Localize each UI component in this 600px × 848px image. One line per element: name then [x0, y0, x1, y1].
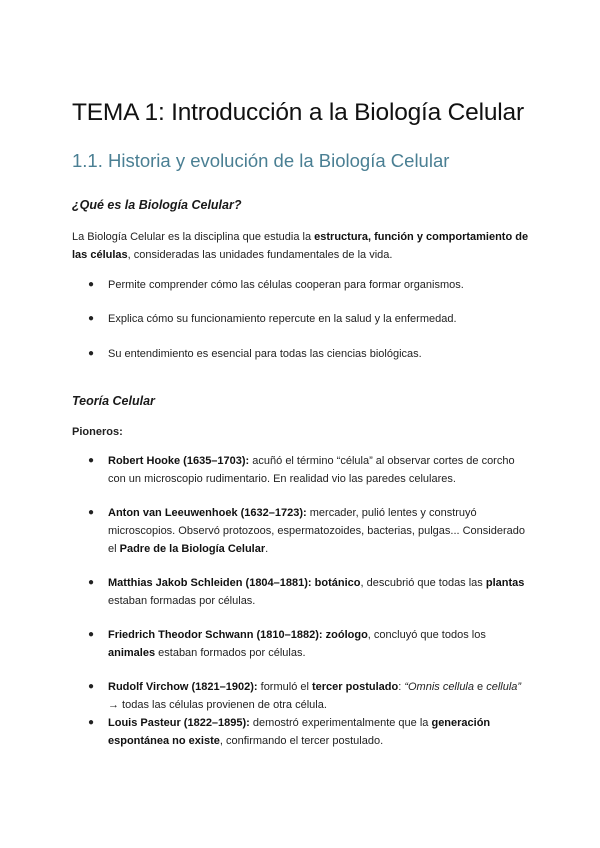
pioneer-name: Louis Pasteur (1822–1895):: [108, 717, 250, 729]
list-item: [72, 345, 532, 363]
section-heading: 1.1. Historia y evolución de la Biología Celular: [72, 150, 450, 171]
pioneer-name: Rudolf Virchow (1821–1902):: [108, 681, 258, 693]
document-page: [72, 96, 532, 750]
pioneer-pasteur: [72, 714, 532, 750]
pioneer-leeuwenhoek: [72, 504, 532, 558]
pioneer-name: Matthias Jakob Schleiden (1804–1881):: [108, 577, 312, 589]
bullet-icon: ●: [88, 348, 95, 359]
list-item: [72, 310, 532, 328]
pioneer-text: estaban formados por células.: [155, 647, 306, 659]
pioneer-bold: botánico: [314, 577, 361, 589]
pioneer-text: → todas las células provienen de otra célula.: [108, 699, 327, 711]
list-item-text: Su entendimiento es esencial para todas las ciencias biológicas.: [108, 348, 422, 360]
pioneer-text: , concluyó que todos los: [367, 629, 486, 641]
pioneer-italic: “Omnis cellula: [404, 681, 474, 693]
pioneer-bold: generación espontánea no existe: [108, 717, 491, 747]
pioneer-text: formuló el: [257, 681, 312, 693]
bullet-icon: ●: [88, 717, 95, 728]
pioneer-text: mercader, pulió lentes y construyó microscopios. Observó protozoos, espermatozoides, bacterias, pulgas... Considerado el: [108, 507, 525, 555]
pioneer-virchow: [72, 678, 532, 714]
pioneer-text: e: [474, 681, 487, 693]
bullet-icon: ●: [88, 279, 95, 290]
pioneer-text: demostró experimentalmente que la: [249, 717, 432, 729]
intro-paragraph: [72, 228, 532, 264]
pioneer-bold: tercer postulado: [312, 681, 399, 693]
pioneer-italic: cellula”: [486, 681, 522, 693]
pioneer-text: :: [398, 681, 405, 693]
page-title: TEMA 1: Introducción a la Biología Celular: [72, 99, 524, 126]
teoria-heading: Teoría Celular: [72, 394, 155, 408]
list-item: [72, 276, 532, 294]
list-item-text: Permite comprender cómo las células cooperan para formar organismos.: [108, 279, 464, 291]
bullet-icon: ●: [88, 455, 95, 466]
list-item-text: Explica cómo su funcionamiento repercute en la salud y la enfermedad.: [108, 313, 457, 325]
bullet-icon: ●: [88, 313, 95, 324]
pioneers-list: [72, 452, 532, 750]
features-list: [72, 276, 532, 363]
pioneer-text-end: .: [265, 543, 269, 555]
intro-text-a: La Biología Celular es la disciplina que estudia la: [72, 231, 315, 243]
bullet-icon: ●: [88, 681, 95, 692]
bullet-icon: ●: [88, 629, 95, 640]
pioneer-text: estaban formadas por células.: [108, 595, 256, 607]
pioneer-bold: zoólogo: [325, 629, 368, 641]
pioneer-hooke: [72, 452, 532, 488]
intro-text-c: , consideradas las unidades fundamentales de la vida.: [127, 249, 393, 261]
pioneer-schwann: [72, 626, 532, 662]
pioneer-text: , confirmando el tercer postulado.: [219, 735, 384, 747]
bullet-icon: ●: [88, 507, 95, 518]
pioneros-label: Pioneros:: [72, 426, 123, 438]
intro-bold: estructura, función y comportamiento de las células: [72, 231, 529, 261]
pioneer-text: acuñó el término “célula” al observar cortes de corcho con un microscopio rudimentario. En realidad vio las paredes celulares.: [108, 455, 515, 485]
pioneer-text: , descubrió que todas las: [360, 577, 486, 589]
pioneer-name: Anton van Leeuwenhoek (1632–1723):: [108, 507, 307, 519]
pioneer-name: Friedrich Theodor Schwann (1810–1882):: [108, 629, 323, 641]
bullet-icon: ●: [88, 577, 95, 588]
question-heading: ¿Qué es la Biología Celular?: [72, 198, 242, 212]
pioneer-bold: Padre de la Biología Celular: [119, 543, 266, 555]
pioneer-bold: animales: [108, 647, 156, 659]
pioneer-schleiden: [72, 574, 532, 610]
pioneer-bold: plantas: [485, 577, 525, 589]
pioneer-name: Robert Hooke (1635–1703):: [108, 455, 250, 467]
